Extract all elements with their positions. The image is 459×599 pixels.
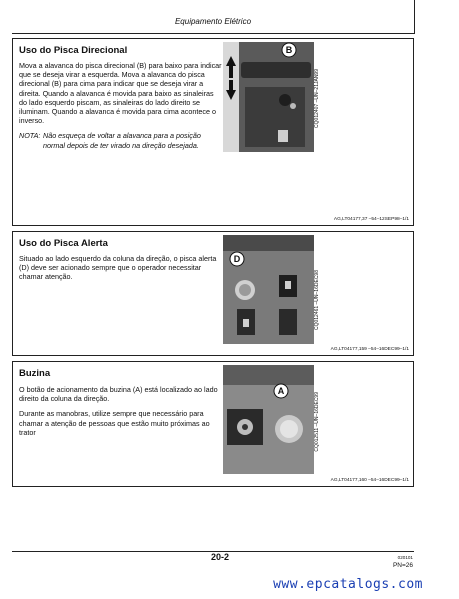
hazard-switch-photo (223, 235, 314, 344)
figure-callout: B (285, 45, 293, 55)
section-body (19, 385, 222, 443)
section-horn (12, 361, 414, 487)
figure-callout: D (233, 254, 241, 264)
footer-pn: PN=26 (392, 562, 413, 569)
section-body (19, 254, 222, 288)
section-body (19, 61, 222, 150)
note (19, 131, 222, 149)
watermark: www.epcatalogs.com (273, 577, 423, 592)
note-label: NOTA: (19, 131, 41, 141)
footer-code: 020101 (397, 555, 413, 560)
section-hazard-lights (12, 231, 414, 356)
paragraph: O botão de acionamento da buzina (A) está localizado ao lado direito da coluna da direção. (19, 385, 218, 404)
figure-code: CQ012511 –UN–16DEC99 (314, 392, 320, 452)
section-turn-signal (12, 38, 414, 226)
page-header-title: Equipamento Elétrico (174, 17, 252, 26)
horn-button-photo (223, 365, 314, 474)
reference-code: AG,LT04177,37 –54–12SEP98–1/1 (333, 217, 409, 222)
paragraph: Mova a alavanca do pisca direcional (B) para baixo para indicar que se deseja virar a esquerda. Mova a alavanca do pisca direcional (B) para cima para indicar que se deseja virar a direita. Quando a alavanca é movida para baixo as sinaleiras do lado esquerdo piscam, as sinaleiras do lado direito se iluminam. Quando a alavanca é movida para cima acontece o inverso. (19, 61, 222, 126)
page-number: 20-2 (210, 552, 229, 562)
note-text: Não esqueça de voltar a alavanca para a posição normal depois de ter virado na direção desejada. (43, 131, 201, 150)
figure-callout: A (277, 386, 285, 396)
section-title: Buzina (19, 368, 51, 379)
paragraph: Situado ao lado esquerdo da coluna da direção, o pisca alerta (D) deve ser acionado sempre que o operador necessitar chamar atenção. (19, 254, 217, 282)
paragraph: Durante as manobras, utilize sempre que necessário para chamar a atenção de pessoas que estão muito próximas ao trator (19, 409, 210, 437)
figure-code: CQ012407 –UN–21JAN99 (314, 69, 320, 128)
turn-signal-photo (223, 42, 314, 152)
reference-code: AG,LT04177,159 –54–16DEC99–1/1 (330, 347, 409, 352)
section-title: Uso do Pisca Direcional (19, 45, 128, 56)
section-title: Uso do Pisca Alerta (19, 238, 108, 249)
reference-code: AG,LT04177,160 –54–16DEC99–1/1 (330, 478, 409, 483)
page-header (12, 0, 415, 34)
figure-code: CQ012461 –UN–16DEC98 (314, 270, 320, 331)
